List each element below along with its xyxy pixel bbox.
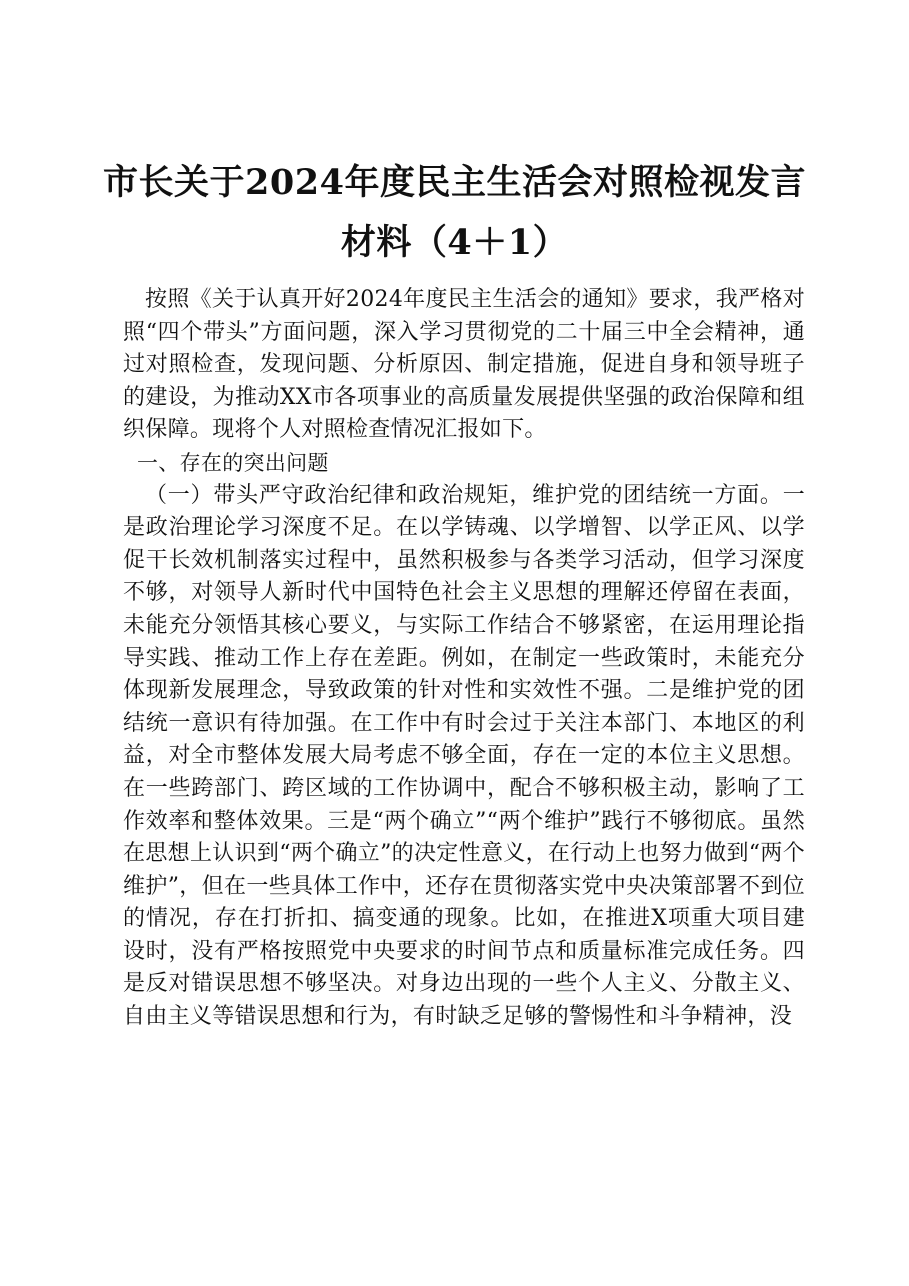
subsection-paragraph (123, 480, 805, 1034)
intro-paragraph: 按照《关于认真开好2024年度民主生活会的通知》要求，我严格对照“四个带头”方面问题，深入学习贯彻党的二十届三中全会精神，通过对照检查，发现问题、分析原因、制定措施，促进自身和领导班子的建设，为推动XX市各项事业的高质量发展提供坚强的政治保障和组织保障。现将个人对照检查情况汇报如下。 (123, 287, 805, 443)
section-heading: 一、存在的突出问题 (137, 450, 329, 475)
document-title-line-2: 材料（4＋1） (340, 222, 569, 263)
document-title-line-1: 市长关于2024年度民主生活会对照检视发言 (103, 162, 806, 203)
subsection-heading: （一）带头严守政治纪律和政治规矩，维护党的团结统一方面。 (145, 482, 783, 508)
document-body (123, 284, 805, 1034)
subsection-body: 一是政治理论学习深度不足。在以学铸魂、以学增智、以学正风、以学促干长效机制落实过程中，虽然积极参与各类学习活动，但学习深度不够，对领导人新时代中国特色社会主义思想的理解还停留在表面，未能充分领悟其核心要义，与实际工作结合不够紧密，在运用理论指导实践、推动工作上存在差距。例如，在制定一些政策时，未能充分体现新发展理念，导致政策的针对性和实效性不强。二是维护党的团结统一意识有待加强。在工作中有时会过于关注本部门、本地区的利益，对全市整体发展大局考虑不够全面，存在一定的本位主义思想。在一些跨部门、跨区域的工作协调中，配合不够积极主动，影响了工作效率和整体效果。三是“两个确立”“两个维护”践行不够彻底。虽然在思想上认识到“两个确立”的决定性意义，在行动上也努力做到“两个维护”，但在一些具体工作中，还存在贯彻落实党中央决策部署不到位的情况，存在打折扣、搞变通的现象。比如，在推进X项重大项目建设时，没有严格按照党中央要求的时间节点和质量标准完成任务。四是反对错误思想不够坚决。对身边出现的一些个人主义、分散主义、自由主义等错误思想和行为，有时缺乏足够的警惕性和斗争精神，没 (123, 482, 805, 1030)
